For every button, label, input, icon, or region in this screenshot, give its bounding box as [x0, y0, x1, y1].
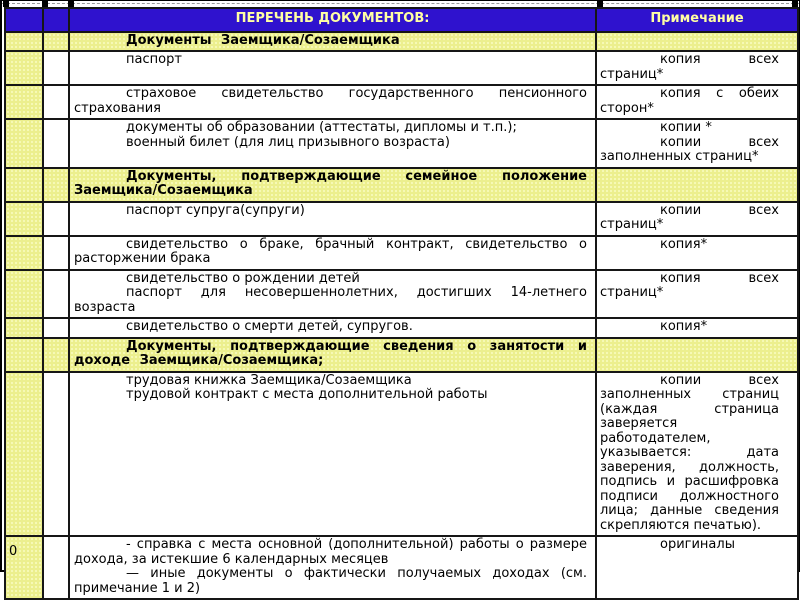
cell-marker[interactable] [5, 32, 43, 52]
cell-marker[interactable] [5, 202, 43, 236]
documents-list-title: ПЕРЕЧЕНЬ ДОКУМЕНТОВ: [235, 11, 430, 26]
cell-spacer[interactable] [43, 318, 69, 338]
cell-note[interactable] [596, 51, 798, 85]
cell-spacer[interactable] [43, 32, 69, 52]
document-text: военный билет (для лиц призывного возраста) [126, 134, 450, 150]
section-title: Документы Заемщика/Созаемщика [126, 32, 400, 48]
item-row-pension-insurance [5, 85, 798, 119]
note-text: копия всех страниц* [600, 52, 779, 82]
note-text: копии всех заполненных страниц (каждая страница заверяется работодателем, указывается: дата заверения, должность, подпись и расшифровка подписи должностного лица; данные сведения скрепляются печатью). [600, 372, 779, 533]
note-text: копия всех страниц* [600, 270, 779, 300]
document-text: трудовой контракт с места дополнительной работы [126, 387, 488, 402]
cell-note[interactable] [596, 119, 798, 168]
document-text: - справка с места основной (дополнительной) работы о размере дохода, за истекшие 6 календарных месяцев [74, 537, 587, 567]
header-cell-blank-1[interactable] [5, 8, 43, 32]
document-text: паспорт [126, 52, 182, 67]
cell-document[interactable] [69, 85, 596, 119]
cell-note[interactable] [596, 202, 798, 236]
cell-note[interactable] [596, 32, 798, 52]
cell-document[interactable] [69, 536, 596, 599]
document-text: трудовая книжка Заемщика/Созаемщика [126, 372, 412, 388]
section-title: Документы, подтверждающие семейное положение Заемщика/Созаемщика [74, 168, 587, 198]
cell-marker[interactable] [5, 270, 43, 319]
cell-marker[interactable] [5, 236, 43, 270]
document-text: свидетельство о смерти детей, супругов. [126, 319, 413, 334]
document-text: свидетельство о браке, брачный контракт, свидетельство о расторжении брака [74, 236, 587, 266]
documents-checklist-table [4, 7, 799, 600]
note-title: Примечание [650, 11, 744, 26]
item-row-education-military [5, 119, 798, 168]
cell-note[interactable] [596, 338, 798, 372]
cell-section-title[interactable] [69, 168, 596, 202]
note-text: оригиналы [660, 537, 735, 552]
cell-marker[interactable] [5, 372, 43, 537]
note-text: копия* [660, 319, 708, 334]
cell-spacer[interactable] [43, 536, 69, 599]
item-row-marriage-certificate [5, 236, 798, 270]
cell-marker[interactable] [5, 119, 43, 168]
cell-marker[interactable] [5, 318, 43, 338]
cell-spacer[interactable] [43, 236, 69, 270]
cell-spacer[interactable] [43, 270, 69, 319]
cell-marker[interactable] [5, 536, 43, 599]
cell-document[interactable] [69, 202, 596, 236]
cell-note[interactable] [596, 372, 798, 537]
cell-document[interactable] [69, 372, 596, 537]
header-cell-note[interactable] [596, 8, 798, 32]
header-cell-documents-list[interactable] [69, 8, 596, 32]
cell-marker[interactable] [5, 85, 43, 119]
note-text: копии * [660, 120, 712, 135]
document-text: страховое свидетельство государственного пенсионного страхования [74, 86, 587, 116]
item-row-spouse-passport [5, 202, 798, 236]
cell-marker[interactable] [5, 51, 43, 85]
cell-section-title[interactable] [69, 338, 596, 372]
section-row-borrower-documents [5, 32, 798, 52]
document-text: паспорт супруга(супруги) [126, 202, 305, 218]
cell-document[interactable] [69, 119, 596, 168]
section-title: Документы, подтверждающие сведения о занятости и доходе Заемщика/Созаемщика; [74, 338, 587, 368]
document-text: свидетельство о рождении детей [126, 270, 360, 286]
selection-dashed-line [2, 3, 799, 4]
cell-note[interactable] [596, 85, 798, 119]
row-number: 0 [9, 544, 18, 559]
cell-spacer[interactable] [43, 202, 69, 236]
section-row-family-status [5, 168, 798, 202]
cell-document[interactable] [69, 318, 596, 338]
cell-note[interactable] [596, 270, 798, 319]
document-text: — иные документы о фактически получаемых доходах (см. примечание 1 и 2) [74, 566, 587, 596]
cell-document[interactable] [69, 270, 596, 319]
cell-marker[interactable] [5, 338, 43, 372]
note-text: копии всех страниц* [600, 202, 779, 232]
cell-spacer[interactable] [43, 168, 69, 202]
cell-note[interactable] [596, 168, 798, 202]
cell-spacer[interactable] [43, 372, 69, 537]
item-row-death-certificate [5, 318, 798, 338]
cell-marker[interactable] [5, 168, 43, 202]
cell-spacer[interactable] [43, 85, 69, 119]
cell-note[interactable] [596, 236, 798, 270]
item-row-income-statement [5, 536, 798, 599]
document-text: документы об образовании (аттестаты, дипломы и т.п.); [126, 120, 517, 135]
note-text: копии всех заполненных страниц* [600, 134, 779, 164]
note-text: копия* [660, 236, 708, 252]
cell-document[interactable] [69, 51, 596, 85]
cell-section-title[interactable] [69, 32, 596, 52]
cell-spacer[interactable] [43, 119, 69, 168]
cell-spacer[interactable] [43, 338, 69, 372]
item-row-children-birth-certificate [5, 270, 798, 319]
cell-spacer[interactable] [43, 51, 69, 85]
item-row-passport [5, 51, 798, 85]
cell-document[interactable] [69, 236, 596, 270]
header-cell-blank-2[interactable] [43, 8, 69, 32]
item-row-work-record-book [5, 372, 798, 537]
section-row-employment-income [5, 338, 798, 372]
header-row [5, 8, 798, 32]
note-text: копия с обеих сторон* [600, 86, 779, 116]
cell-note[interactable] [596, 536, 798, 599]
cell-note[interactable] [596, 318, 798, 338]
document-text: паспорт для несовершеннолетних, достигших 14-летнего возраста [74, 285, 587, 315]
